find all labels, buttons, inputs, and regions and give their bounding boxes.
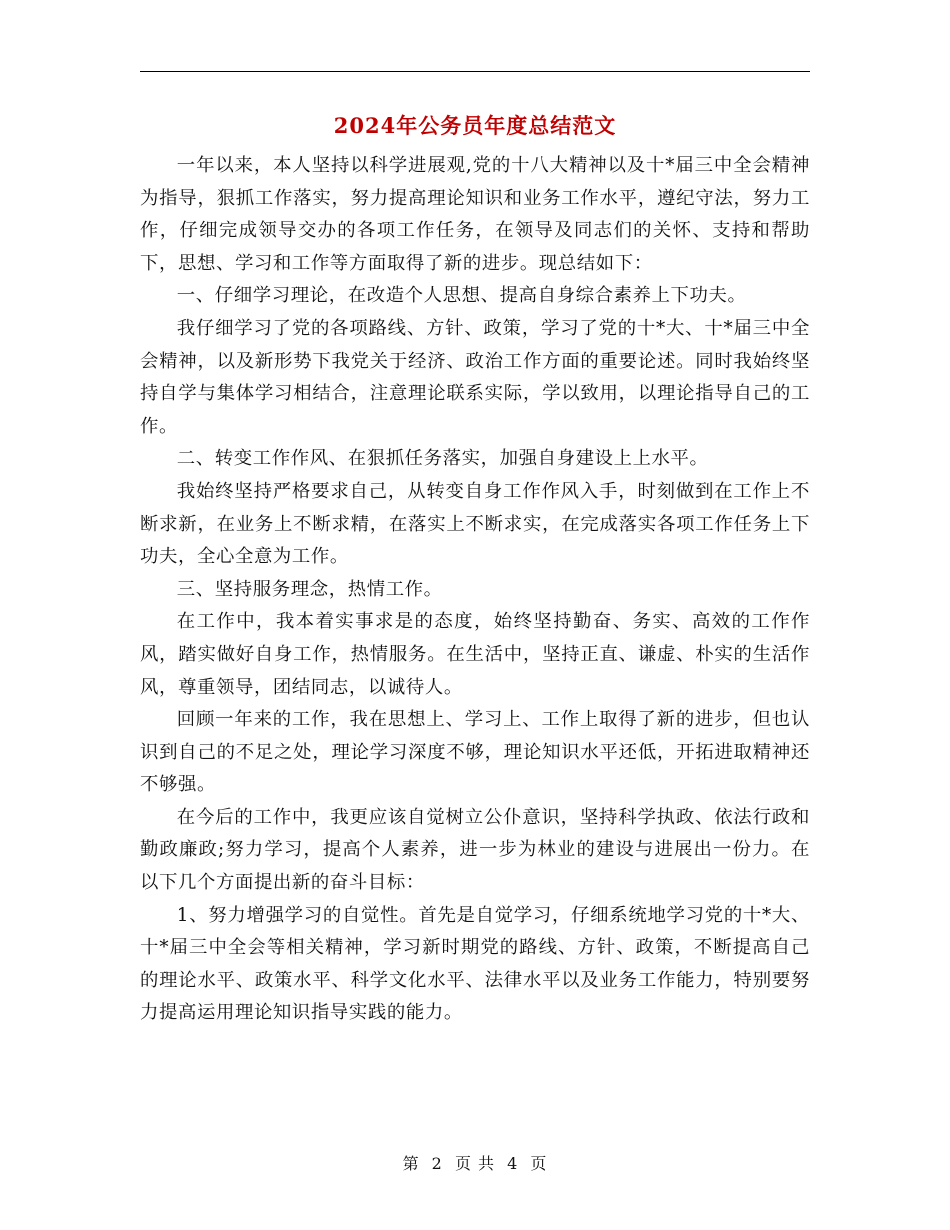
paragraph-section-2: 我始终坚持严格要求自己，从转变自身工作作风入手，时刻做到在工作上不断求新，在业务上不断求精，在落实上不断求实，在完成落实各项工作任务上下功夫，全心全意为工作。 (140, 480, 810, 568)
header-rule (140, 71, 810, 72)
page-footer (0, 1151, 950, 1174)
section-heading-1: 一、仔细学习理论，在改造个人思想、提高自身综合素养上下功夫。 (176, 285, 747, 307)
paragraph-intro: 一年以来，本人坚持以科学进展观,党的十八大精神以及十*届三中全会精神为指导，狠抓工作落实，努力提高理论知识和业务工作水平，遵纪守法，努力工作，仔细完成领导交办的各项工作任务，在领导及同志们的关怀、支持和帮助下，思想、学习和工作等方面取得了新的进步。现总结如下： (140, 155, 810, 274)
footer-total-pages: 4 (507, 1154, 519, 1173)
footer-prefix: 第 (402, 1154, 420, 1173)
paragraph-section-1: 我仔细学习了党的各项路线、方针、政策，学习了党的十*大、十*届三中全会精神，以及新形势下我党关于经济、政治工作方面的重要论述。同时我始终坚持自学与集体学习相结合，注意理论联系实际，学以致用，以理论指导自己的工作。 (140, 317, 810, 437)
paragraph-goal-1: 1、努力增强学习的自觉性。首先是自觉学习，仔细系统地学习党的十*大、十*届三中全会等相关精神，学习新时期党的路线、方针、政策，不断提高自己的理论水平、政策水平、科学文化水平、法律水平以及业务工作能力，特别要努力提高运用理论知识指导实践的能力。 (140, 904, 810, 1024)
document-title: 2024年公务员年度总结范文 (333, 113, 617, 138)
footer-page-number: 2 (431, 1154, 443, 1173)
paragraph-section-3: 在工作中，我本着实事求是的态度，始终坚持勤奋、务实、高效的工作作风，踏实做好自身工作，热情服务。在生活中，坚持正直、谦虚、朴实的生活作风，尊重领导，团结同志，以诚待人。 (140, 611, 810, 698)
footer-middle: 页 共 (454, 1154, 496, 1173)
section-heading-3: 三、坚持服务理念，热情工作。 (176, 578, 443, 600)
paragraph-review: 回顾一年来的工作，我在思想上、学习上、工作上取得了新的进步，但也认识到自己的不足之处，理论学习深度不够，理论知识水平还低，开拓进取精神还不够强。 (140, 709, 810, 796)
document-body (140, 150, 810, 1030)
section-heading-2: 二、转变工作作风、在狠抓任务落实，加强自身建设上上水平。 (176, 448, 709, 470)
paragraph-future: 在今后的工作中，我更应该自觉树立公仆意识，坚持科学执政、依法行政和勤政廉政;努力学习，提高个人素养，进一步为林业的建设与进展出一份力。在以下几个方面提出新的奋斗目标： (140, 806, 810, 894)
footer-suffix: 页 (530, 1154, 548, 1173)
